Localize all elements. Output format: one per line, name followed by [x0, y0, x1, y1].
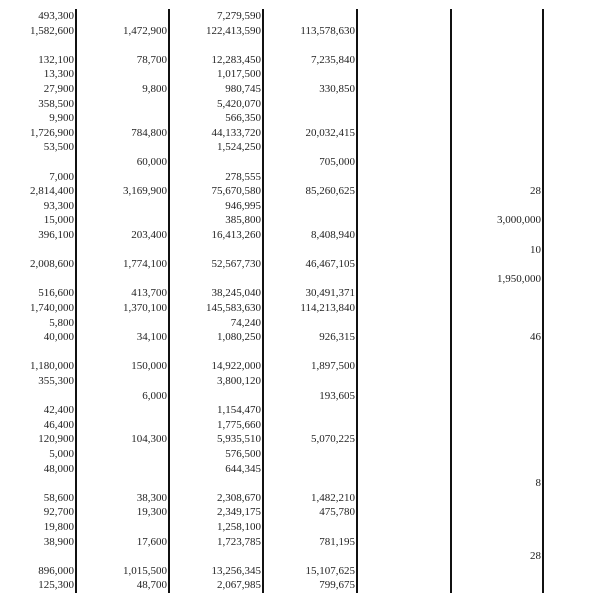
table-cell-c1: 1,180,000 [30, 360, 74, 373]
column-divider [356, 9, 358, 593]
table-cell-c6: 1,950,000 [497, 272, 541, 285]
column-divider [450, 9, 452, 593]
table-cell-c3: 74,240 [230, 316, 261, 329]
table-cell-c3: 16,413,260 [211, 229, 261, 241]
table-cell-c2: 6,000 [142, 389, 167, 402]
table-cell-c6: 46 [530, 331, 541, 344]
table-cell-c3: 278,555 [225, 170, 261, 183]
table-cell-c1: 358,500 [38, 97, 74, 110]
table-cell-c3: 2,308,670 [217, 491, 261, 504]
table-cell-c1: 53,500 [43, 141, 74, 154]
table-cell-c1: 1,726,900 [30, 126, 74, 139]
table-cell-c1: 120,900 [38, 433, 74, 446]
table-cell-c3: 13,256,345 [211, 564, 261, 577]
table-cell-c3: 1,775,660 [217, 418, 261, 431]
table-cell-c4: 46,467,105 [305, 258, 355, 271]
column-divider [542, 9, 544, 593]
table-cell-c1: 1,582,600 [30, 24, 74, 37]
table-cell-c3: 38,245,040 [211, 287, 261, 300]
table-cell-c3: 7,279,590 [217, 10, 261, 22]
table-cell-c4: 8,408,940 [311, 229, 355, 241]
table-cell-c6: 28 [530, 550, 541, 563]
table-cell-c1: 92,700 [43, 506, 74, 519]
table-cell-c4: 705,000 [319, 156, 355, 168]
table-cell-c3: 122,413,590 [206, 24, 261, 37]
table-cell-c4: 330,850 [319, 83, 355, 95]
table-cell-c1: 48,000 [43, 462, 74, 475]
table-cell-c6: 3,000,000 [497, 214, 541, 227]
table-cell-c6: 8 [535, 477, 541, 490]
table-cell-c3: 2,349,175 [217, 506, 261, 519]
table-cell-c1: 896,000 [38, 564, 74, 577]
table-cell-c1: 7,000 [49, 170, 74, 183]
table-cell-c2: 60,000 [136, 156, 167, 168]
table-cell-c3: 980,745 [225, 83, 261, 95]
table-cell-c4: 85,260,625 [305, 185, 355, 198]
table-cell-c3: 566,350 [225, 112, 261, 125]
table-cell-c1: 15,000 [43, 214, 74, 227]
table-cell-c1: 38,900 [43, 535, 74, 548]
table-cell-c2: 38,300 [136, 491, 167, 504]
table-cell-c3: 1,524,250 [217, 141, 261, 154]
table-cell-c6: 28 [530, 185, 541, 198]
table-cell-c2: 1,015,500 [123, 564, 167, 577]
table-cell-c1: 125,300 [38, 579, 74, 592]
table-cell-c4: 5,070,225 [311, 433, 355, 446]
table-cell-c3: 75,670,580 [211, 185, 261, 198]
table-cell-c2: 1,774,100 [123, 258, 167, 271]
table-cell-c2: 784,800 [131, 126, 167, 139]
table-cell-c4: 781,195 [319, 535, 355, 548]
table-cell-c1: 93,300 [43, 199, 74, 212]
table-cell-c1: 2,814,400 [30, 185, 74, 198]
column-divider [168, 9, 170, 593]
table-cell-c4: 114,213,840 [300, 302, 355, 314]
table-cell-c3: 1,017,500 [217, 68, 261, 81]
table-cell-c2: 150,000 [131, 360, 167, 373]
table-cell-c3: 5,935,510 [217, 433, 261, 446]
table-cell-c3: 1,723,785 [217, 535, 261, 548]
table-cell-c3: 12,283,450 [211, 53, 261, 66]
table-cell-c2: 3,169,900 [123, 185, 167, 198]
table-cell-c2: 34,100 [136, 331, 167, 344]
table-cell-c3: 1,258,100 [217, 521, 261, 533]
table-cell-c3: 14,922,000 [211, 360, 261, 373]
table-cell-c3: 385,800 [225, 214, 261, 227]
table-cell-c4: 926,315 [319, 331, 355, 344]
table-cell-c1: 355,300 [38, 375, 74, 387]
table-cell-c1: 27,900 [43, 83, 74, 95]
table-cell-c1: 1,740,000 [30, 302, 74, 314]
table-cell-c4: 1,482,210 [311, 491, 355, 504]
table-cell-c1: 40,000 [43, 331, 74, 344]
table-cell-c3: 1,080,250 [217, 331, 261, 344]
table-cell-c4: 193,605 [319, 389, 355, 402]
table-cell-c1: 5,800 [49, 316, 74, 329]
table-cell-c6: 10 [530, 243, 541, 256]
table-cell-c2: 48,700 [136, 579, 167, 592]
table-cell-c3: 1,154,470 [217, 404, 261, 417]
table-cell-c2: 203,400 [131, 229, 167, 241]
table-cell-c3: 44,133,720 [211, 126, 261, 139]
table-cell-c3: 644,345 [225, 462, 261, 475]
table-cell-c1: 9,900 [49, 112, 74, 125]
table-cell-c2: 413,700 [131, 287, 167, 300]
table-cell-c2: 1,370,100 [123, 302, 167, 314]
table-cell-c1: 396,100 [38, 229, 74, 241]
table-cell-c3: 3,800,120 [217, 375, 261, 387]
table-cell-c4: 30,491,371 [305, 287, 355, 300]
table-cell-c4: 475,780 [319, 506, 355, 519]
table-cell-c3: 946,995 [225, 199, 261, 212]
table-cell-c3: 52,567,730 [211, 258, 261, 271]
column-divider [75, 9, 77, 593]
table-cell-c1: 516,600 [38, 287, 74, 300]
table-cell-c1: 5,000 [49, 448, 74, 460]
table-cell-c3: 2,067,985 [217, 579, 261, 592]
table-cell-c1: 2,008,600 [30, 258, 74, 271]
table-cell-c2: 9,800 [142, 83, 167, 95]
table-cell-c2: 17,600 [136, 535, 167, 548]
table-cell-c1: 493,300 [38, 10, 74, 22]
table-cell-c4: 20,032,415 [305, 126, 355, 139]
column-divider [262, 9, 264, 593]
table-cell-c4: 799,675 [319, 579, 355, 592]
table-cell-c2: 19,300 [136, 506, 167, 519]
table-cell-c2: 104,300 [131, 433, 167, 446]
table-cell-c3: 5,420,070 [217, 97, 261, 110]
table-cell-c1: 132,100 [38, 53, 74, 66]
table-cell-c4: 113,578,630 [300, 24, 355, 37]
table-cell-c1: 58,600 [43, 491, 74, 504]
table-cell-c4: 15,107,625 [305, 564, 355, 577]
table-cell-c4: 7,235,840 [311, 53, 355, 66]
table-cell-c1: 19,800 [43, 521, 74, 533]
table-cell-c1: 13,300 [43, 68, 74, 81]
table-cell-c2: 78,700 [136, 53, 167, 66]
table-cell-c4: 1,897,500 [311, 360, 355, 373]
table-cell-c1: 42,400 [43, 404, 74, 417]
table-cell-c2: 1,472,900 [123, 24, 167, 37]
table-cell-c1: 46,400 [43, 418, 74, 431]
table-cell-c3: 576,500 [225, 448, 261, 460]
table-cell-c3: 145,583,630 [206, 302, 261, 314]
